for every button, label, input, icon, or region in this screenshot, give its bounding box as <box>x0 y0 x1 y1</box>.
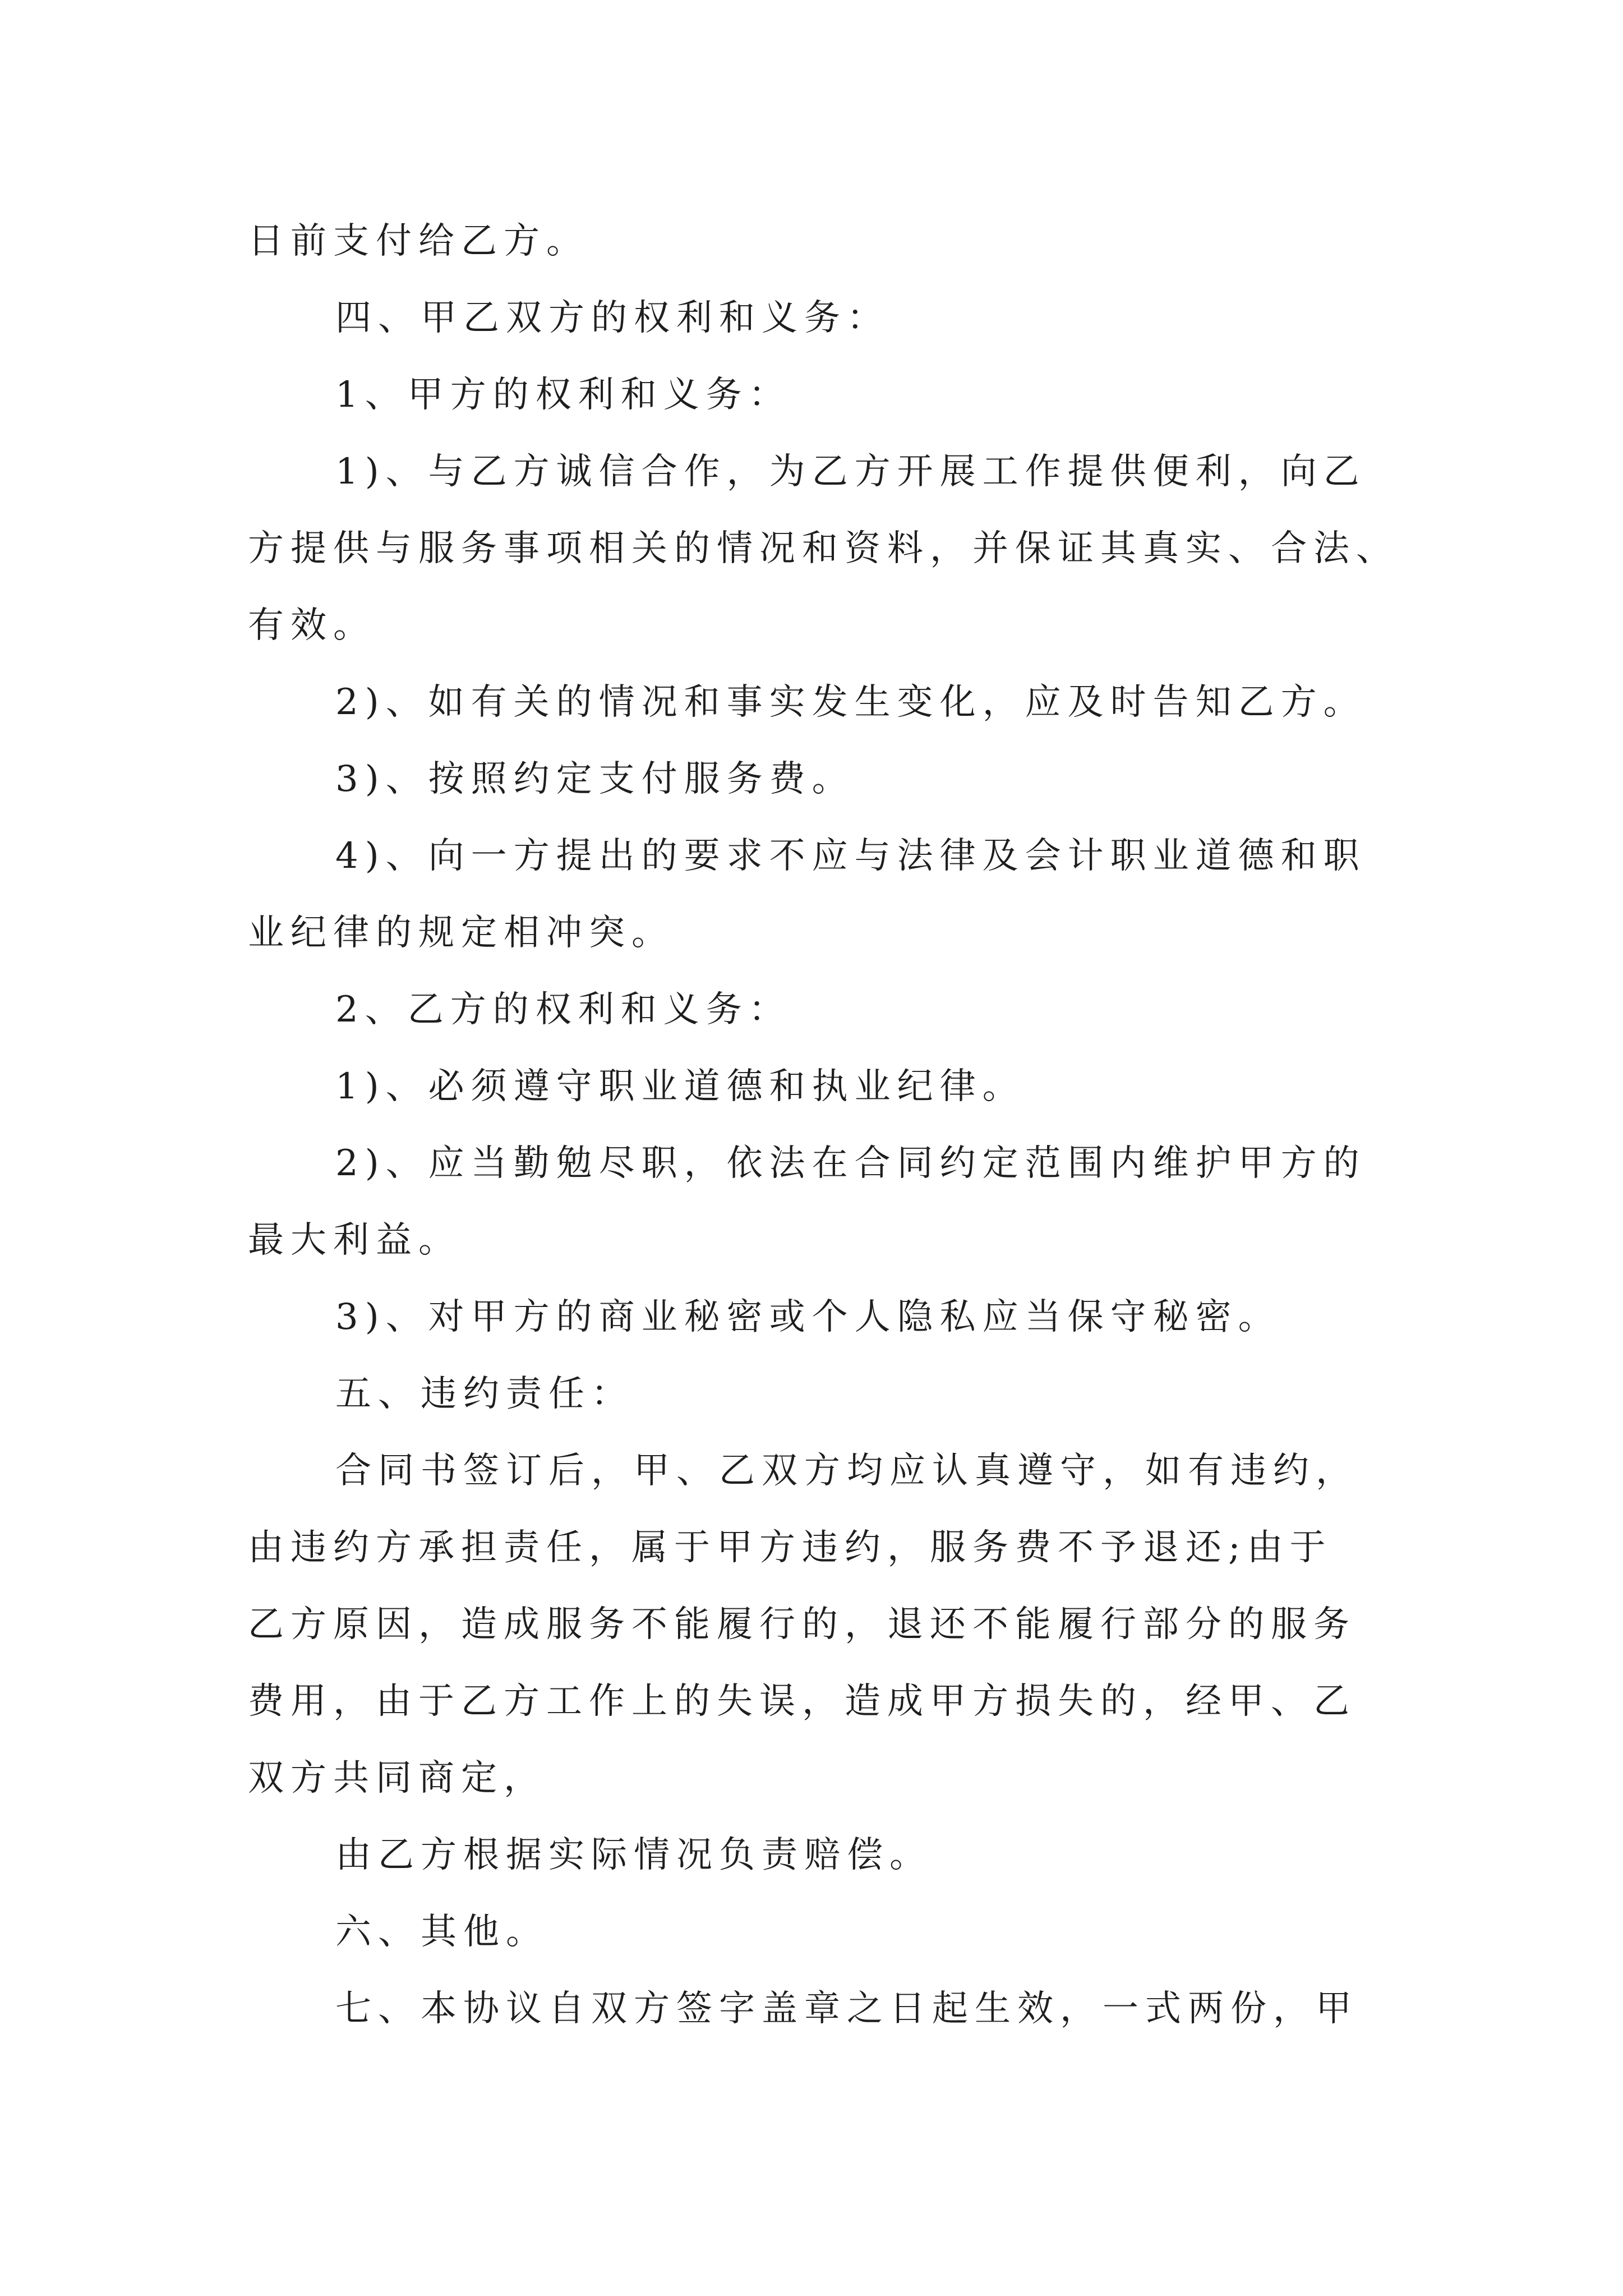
text-line: 方提供与服务事项相关的情况和资料，并保证其真实、合法、 <box>248 528 1399 569</box>
text-line: 2)、应当勤勉尽职，依法在合同约定范围内维护甲方的 <box>335 1143 1366 1184</box>
text-line: 1)、与乙方诚信合作，为乙方开展工作提供便利，向乙 <box>335 451 1366 493</box>
text-line: 2)、如有关的情况和事实发生变化，应及时告知乙方。 <box>335 682 1366 723</box>
section-heading: 七、本协议自双方签字盖章之日起生效，一式两份，甲 <box>335 1988 1358 2030</box>
subsection-heading: 1、甲方的权利和义务： <box>335 374 791 416</box>
text-line: 合同书签订后，甲、乙双方均应认真遵守，如有违约， <box>335 1450 1358 1492</box>
text-line: 最大利益。 <box>248 1220 461 1261</box>
section-heading: 六、其他。 <box>335 1911 548 1953</box>
text-line: 有效。 <box>248 605 376 646</box>
section-heading: 五、违约责任： <box>335 1373 634 1415</box>
text-line: 由违约方承担责任，属于甲方违约，服务费不予退还;由于 <box>248 1527 1332 1568</box>
subsection-heading: 2、乙方的权利和义务： <box>335 989 791 1030</box>
text-line: 3)、按照约定支付服务费。 <box>335 758 855 800</box>
text-line: 业纪律的规定相冲突。 <box>248 912 674 954</box>
section-heading: 四、甲乙双方的权利和义务： <box>335 297 889 339</box>
text-line: 3)、对甲方的商业秘密或个人隐私应当保守秘密。 <box>335 1296 1281 1338</box>
text-line: 双方共同商定， <box>248 1757 546 1799</box>
text-line: 费用，由于乙方工作上的失误，造成甲方损失的，经甲、乙 <box>248 1681 1356 1722</box>
text-line: 4)、向一方提出的要求不应与法律及会计职业道德和职 <box>335 835 1366 877</box>
text-line: 1)、必须遵守职业道德和执业纪律。 <box>335 1066 1025 1107</box>
text-line: 日前支付给乙方。 <box>248 220 589 262</box>
text-line: 乙方原因，造成服务不能履行的，退还不能履行部分的服务 <box>248 1604 1356 1645</box>
text-line: 由乙方根据实际情况负责赔偿。 <box>335 1834 932 1876</box>
